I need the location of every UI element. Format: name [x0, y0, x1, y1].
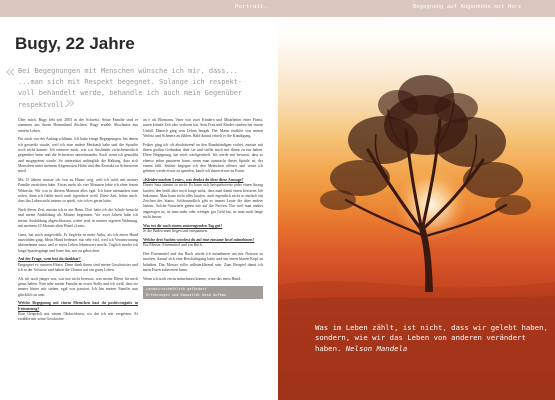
callout-line: Erfahrungen und Kapazität beim Aufbau [146, 292, 227, 297]
running-title-left: Portrait. [235, 4, 268, 10]
quote-open-icon: « [5, 62, 16, 82]
paragraph: Ganz, hat mich ausgewählt. Er begleite in mein Anbu, als ich einen Hund auswählen ging. Mein Hund bedeutet mir sehr viel, weil ich Verantwortung übernehmen muss und er mein Leben lebenswert macht. Täglich mache ich lange Spaziergänge und lerne ihn, mir zu gehorchen. [18, 232, 138, 253]
paragraph: Je die Badewanne liegen und entspannen. [143, 229, 208, 234]
paragraph: Eine Gespräch mit einem Obdachlosen, wo der ich mir vergessen. Er erzählte mir seine Geschichte [18, 312, 138, 322]
question-heading: «Kleider machen Leute», was denkst du über diese Aussage? [143, 177, 244, 182]
paragraph: Nach dieser Zeit, musste ich in ein Heim. Dort hatte ich die Schule besucht und meine Ausbildung als Maurer begonnen. Vor zwei Jahren habe ich meine Ausbildung abgeschlossen, wobei jetzt in meiner eigenen Wohnung, mit meinem 10 Monate alten Hund «Leni». [18, 207, 138, 228]
text-column-1 [18, 118, 138, 326]
header-band-left [0, 0, 278, 17]
header-band-right [278, 0, 555, 17]
question-heading: Auf der Frage, wem bist du dankbar? [18, 257, 81, 262]
photo-quote [315, 323, 550, 354]
photo-quote-author: Nelson Mandela [345, 343, 408, 353]
question-heading: Was tut dir nach einem anstrengenden Tag gut? [143, 223, 223, 228]
paragraph: Wenn ich noch etwas mitnehmen könnte, wäre das mein Hund. [143, 276, 242, 281]
callout-box [143, 286, 263, 299]
question-heading: Welche drei Sachen würdest du auf eine einsame Insel mitnehmen? [143, 237, 255, 242]
running-title-right: Begegnung auf Augenhöhe mit Herz [413, 4, 522, 10]
paragraph: Den Eisenmittel und das Buch würde ich mitnehmen um mir Notizen zu machen, darauf sich eine Beschäftigung hätte und um einen klaren Kopf zu behalten. Das Messer sollte selbsterklärend sein. Zum Beispiel damit ich mein Essen zubereiten kann. [143, 252, 263, 272]
paragraph: Ein Messer, Eisenmittel und ein Buch. [143, 243, 203, 248]
paragraph: Über mich: Bugy lebt seit 2003 in der Schweiz. Seine Familie sind er stammen aus ihrem Heimatland flüchten. Bugy erzählt Abschnitte aus seinem Leben. [18, 118, 138, 133]
paragraph: Als ich noch jünger war, war mir nicht bewusst, was meine Eltern für mich getan haben. Nun sehe meine Familie an erster Stelle und ich weiß, dass sie immer hinter mir stehen, egal was passiert. Ich bin meiner Familie nun glücklich zu sein. [18, 276, 138, 297]
paragraph: Dieser Satz stimmt so nicht. Es kann sich beispielsweise jeder einen Anzug kaufen, den heißt aber noch lange nicht, dass man damit einen besseren Job bekommt. Man kann nicht alles kaufen, auch eigentlich nicht so einfach ein Zeichen des Status. Schlussendlich gibt es immer Leute die über andere lästern. Solche Vorurteile gehen mir auf die Nerven. Nur weil man anders angezogen ist, ist man mehr oder weniger gut Geld hat, ist man noch lange nicht besser. [143, 183, 263, 220]
question-heading: Welche Begegnung mit einem Menschen hast du positiv/negativ in Erinnerung? [18, 301, 138, 311]
paragraph: Für mich war der Anfang schlimm. Ich hatte einige Begegnungen, bei denen ich gestreikt wurde, weil ich eine andere Herkunft habe und die Sprache noch nicht konnte. Ich erinnere mich, wie wir Ausländer zwischenzeitlich gegenüber beim und die Schweizer untereinander. Auch wenn ich gemobbt und ausgegrenzt wurde. So unterstützt anfänglich die Haltung, dass sich Menschen unter meinem Altgenossen Hohn und den Kontakt zu Schweizern mied. [18, 137, 138, 174]
callout-line: Landwirtschaftlich gefördert [146, 287, 207, 292]
paragraph: an e als Ehemann, Vater von zwei Kindern und Mitarbeiter einer Firma, tunen könnte Zeit also verloren hat. Sein Frau und Kinder starben bei einem Unfall. Danach ging sein Leben bergab. Der Mann erzählte von seinen Verlust und Schmerz zu fühlen, Bald darauf erhielt er die Kündigung. [143, 118, 263, 138]
text-column-2 [143, 118, 263, 303]
right-page-photo [278, 0, 555, 400]
paragraph: Entgegnet er: meinen Eltern. Denn dank ihnen sind meine Geschwister und ich in der Schweiz und haben die Chance auf ein gutes Leben. [18, 262, 138, 272]
intro-quote: Bei Begegnungen mit Menschen wünsche ich mir, dass... ...man sich mit Respekt begegnet. Solange ich respekt- voll behandelt werde, behandle ich auch mein Gegenüber respektvoll. [18, 67, 243, 109]
photo-quote-text: Was im Leben zählt, ist nicht, dass wir gelebt haben, sondern, wie wir das Leben von anderen verändert haben. [315, 323, 548, 353]
paragraph: Früher ging ich oft abschätzend an den Randständigen vorbei, musste mit ihnen großen Gedanken über sie und stellte mich mit ihnen zu tun haben. Diese Begegnung, hat mich wachgerüttelt. Ich werde mir bewusst, dass es ebenso jeden passieren kann, wenn man ausmacht dieser Spirale ist, der einem hilft. Seither begegne ich den Menschen offener und wenn ich gebeten werde etwas zu spenden, kaufe ich ihnen etwas zu Essen. [143, 142, 263, 174]
quote-close-icon: » [65, 93, 76, 113]
paragraph: Mit 15 Jahren musste ich von zu Hause weg, weil ich mich mit meiner Familie zerstritten habe. Etwas mehr als vier Monaten lebte ich ohne festen Wohnsitz. Wir war in diesem Moment alles egal. Ich hatte niemanden zum reden, dann ich fühlte mich auch irgendwie wohl. Diese Zeit, lehrte mich, dass das Leben nicht immer so spielt, wie ich es gerne hätte. [18, 177, 138, 204]
article-title: Bugy, 22 Jahre [15, 34, 135, 53]
